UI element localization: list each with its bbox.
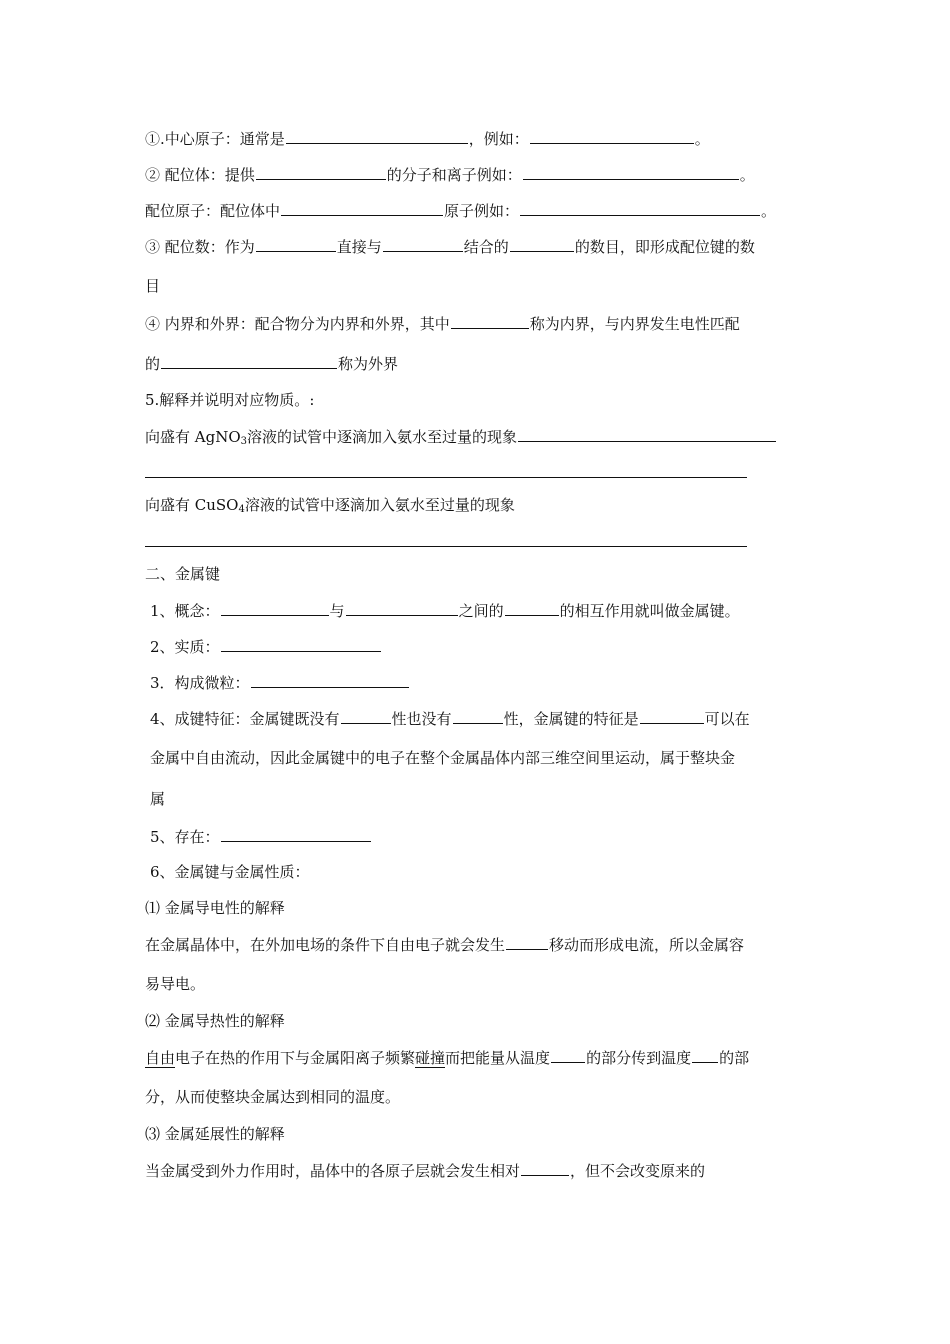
blank-field[interactable] bbox=[506, 934, 548, 950]
section-heading-metallic-bond: 二、金属键 bbox=[145, 565, 221, 583]
blank-field[interactable] bbox=[221, 600, 329, 616]
line-bond-features: 4、成键特征：金属键既没有 性也没有 性，金属键的特征是 可以在 bbox=[150, 710, 750, 728]
blank-field[interactable] bbox=[221, 826, 371, 842]
line-ductility: 当金属受到外力作用时，晶体中的各原子层就会发生相对 ，但不会改变原来的 bbox=[145, 1162, 706, 1180]
line-continuation: 目 bbox=[145, 277, 161, 295]
blank-field[interactable] bbox=[505, 600, 559, 616]
blank-field[interactable] bbox=[451, 313, 529, 329]
blank-field[interactable] bbox=[346, 600, 458, 616]
blank-field[interactable] bbox=[640, 708, 704, 724]
line-properties-heading: 6、金属键与金属性质： bbox=[150, 863, 310, 881]
blank-field[interactable] bbox=[530, 128, 694, 144]
blank-field[interactable] bbox=[256, 236, 336, 252]
blank-field[interactable] bbox=[281, 200, 443, 216]
line-coordination-number: ③ 配位数：作为 直接与 结合的 的数目，即形成配位键的数 bbox=[145, 238, 755, 256]
answer-line[interactable] bbox=[145, 546, 747, 547]
line-existence: 5、存在： bbox=[150, 826, 372, 846]
blank-field[interactable] bbox=[286, 128, 468, 144]
line-central-atom: ①.中心原子：通常是 ，例如： 。 bbox=[145, 130, 710, 148]
line-bond-features-cont2: 属 bbox=[150, 790, 166, 808]
line-ductility-heading: ⑶ 金属延展性的解释 bbox=[145, 1125, 285, 1143]
blank-field[interactable] bbox=[510, 236, 574, 252]
blank-field[interactable] bbox=[221, 636, 381, 652]
line-thermal-cont: 分，从而使整块金属达到相同的温度。 bbox=[145, 1088, 401, 1106]
line-concept: 1、概念： 与 之间的 的相互作用就叫做金属键。 bbox=[150, 602, 740, 620]
blank-field[interactable] bbox=[523, 164, 739, 180]
blank-field[interactable] bbox=[251, 672, 409, 688]
blank-field[interactable] bbox=[518, 426, 776, 442]
line-inner-outer-sphere: ④ 内界和外界：配合物分为内界和外界，其中 称为内界，与内界发生电性匹配 bbox=[145, 315, 740, 333]
line-thermal-heading: ⑵ 金属导热性的解释 bbox=[145, 1012, 285, 1030]
line-ligand: ② 配位体：提供 的分子和离子例如： 。 bbox=[145, 166, 755, 184]
answer-line[interactable] bbox=[145, 477, 747, 478]
line-particles: 3．构成微粒： bbox=[150, 672, 410, 692]
line-essence: 2、实质： bbox=[150, 636, 382, 656]
line-cuso4: 向盛有 CuSO$_4$溶液的试管中逐滴加入氨水至过量的现象 bbox=[145, 496, 515, 515]
blank-field[interactable] bbox=[520, 200, 760, 216]
blank-field[interactable] bbox=[453, 708, 503, 724]
line-conductivity-cont: 易导电。 bbox=[145, 975, 206, 993]
blank-field[interactable] bbox=[161, 353, 337, 369]
line-outer-sphere: 的 称为外界 bbox=[145, 355, 399, 373]
blank-field[interactable] bbox=[692, 1047, 718, 1063]
blank-field[interactable] bbox=[383, 236, 463, 252]
line-coordinating-atom: 配位原子：配位体中 原子例如： 。 bbox=[145, 202, 777, 220]
blank-field[interactable] bbox=[521, 1160, 569, 1176]
line-heading-5: 5.解释并说明对应物质。: bbox=[145, 391, 315, 409]
line-agno3: 向盛有 AgNO$_3$溶液的试管中逐滴加入氨水至过量的现象 bbox=[145, 426, 777, 446]
blank-field[interactable] bbox=[341, 708, 391, 724]
line-conductivity-heading: ⑴ 金属导电性的解释 bbox=[145, 899, 285, 917]
line-thermal: 自由电子在热的作用下与金属阳离子频繁碰撞而把能量从温度 的部分传到温度 的部 bbox=[145, 1049, 750, 1067]
line-conductivity: 在金属晶体中，在外加电场的条件下自由电子就会发生 移动而形成电流，所以金属容 bbox=[145, 936, 745, 954]
blank-field[interactable] bbox=[551, 1047, 585, 1063]
blank-field[interactable] bbox=[256, 164, 386, 180]
line-bond-features-cont: 金属中自由流动，因此金属键中的电子在整个金属晶体内部三维空间里运动，属于整块金 bbox=[150, 749, 736, 767]
